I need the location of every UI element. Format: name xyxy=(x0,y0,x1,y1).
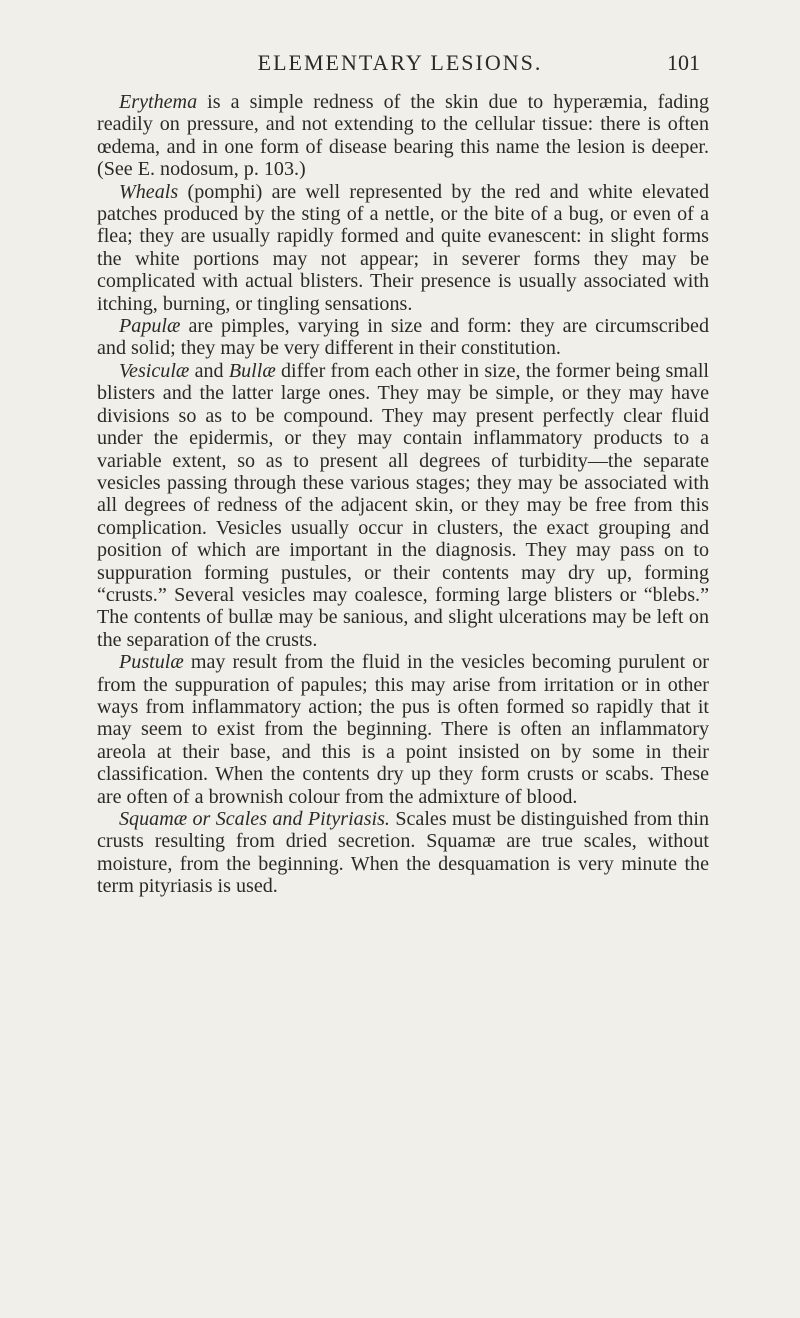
page-number: 101 xyxy=(667,50,700,75)
term-pustulae: Pustulæ xyxy=(119,651,184,674)
term-wheals: Wheals xyxy=(119,180,179,203)
running-header xyxy=(0,50,800,80)
paragraph-papulae xyxy=(97,315,709,360)
paragraph-text: differ from each other in size, the former being small blisters and the latter large ones. They may be simple, or they may have divisions so as to be compound. They may present perfectly clear fluid under the epidermis, or they may contain inflammatory products to a variable extent, so as to present all degrees of turbidity—the separate vesicles passing through these various stages; they may be associated with all degrees of redness of the adjacent skin, or they may be free from this complication. Vesicles usually occur in clusters, the exact grouping and position of which are important in the diagnosis. They may pass on to suppuration forming pustules, or their contents may dry up, forming “crusts.” Several vesicles may coalesce, forming large blisters or “blebs.” The contents of bullæ may be sanious, and slight ulcerations may be left on the separation of the crusts. xyxy=(97,359,709,651)
term-vesiculae: Vesiculæ xyxy=(119,359,190,382)
running-title: ELEMENTARY LESIONS. xyxy=(257,50,543,75)
term-connector: and xyxy=(189,359,229,382)
term-erythema: Erythema xyxy=(119,91,198,113)
term-papulae: Papulæ xyxy=(119,315,181,338)
paragraph-wheals xyxy=(97,181,709,315)
paragraph-vesiculae-bullae xyxy=(97,360,709,651)
term-squamae: Squamæ or Scales and Pityriasis. xyxy=(119,808,390,830)
paragraph-text: may result from the fluid in the vesicles becoming purulent or from the suppuration of papules; this may arise from irritation or in other ways from inflammatory action; the pus is often formed so rapidly that it may seem to exist from the beginning. There is often an inflammatory areola at their base, and this is a point insisted on by some in their classification. When the contents dry up they form crusts or scabs. These are often of a brownish colour from the admixture of blood. xyxy=(97,651,709,808)
term-bullae: Bullæ xyxy=(228,359,276,382)
paragraph-erythema xyxy=(97,91,709,181)
paragraph-text: are pimples, varying in size and form: they are circumscribed and solid; they may be very different in their constitution. xyxy=(97,315,709,360)
paragraph-text: (pomphi) are well represented by the red and white elevated patches produced by the sting of a nettle, or the bite of a bug, or even of a flea; they are usually rapidly formed and quite evanescent: in slight forms the white portions may not appear; in severer forms they may be complicated with actual blisters. Their presence is usually associated with itching, burning, or tingling sensations. xyxy=(97,180,709,315)
paragraph-text: is a simple redness of the skin due to hyperæmia, fading readily on pressure, and not extending to the cellular tissue: there is often œdema, and in one form of disease bearing this name the lesion is deeper. (See E. nodosum, p. 103.) xyxy=(97,91,709,181)
paragraph-text: Scales must be distinguished from thin crusts resulting from dried secretion. Squamæ are true scales, without moisture, from the beginning. When the desquamation is very minute the term pityriasis is used. xyxy=(97,808,709,898)
paragraph-pustulae xyxy=(97,651,709,808)
body-text xyxy=(97,91,709,898)
paragraph-squamae xyxy=(97,808,709,898)
